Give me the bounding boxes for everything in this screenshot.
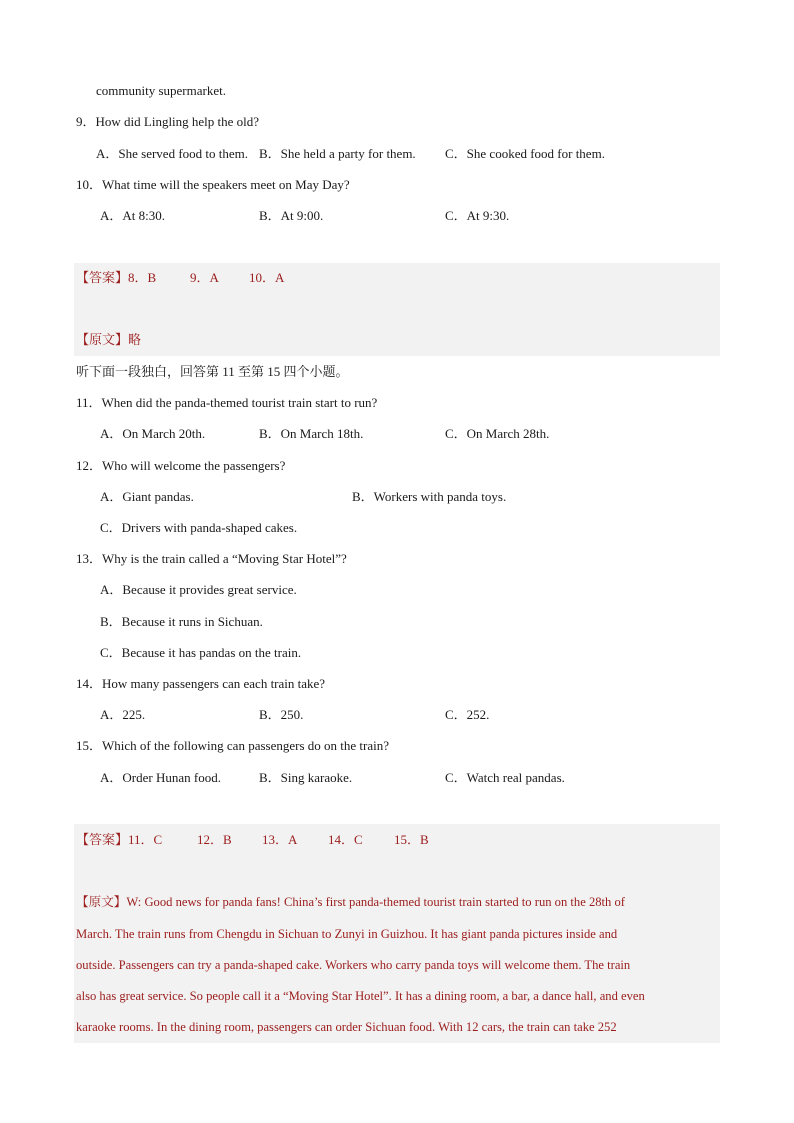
q12-option-a: A．Giant pandas. [100, 489, 194, 504]
q14-option-a: A．225. [100, 707, 146, 722]
original-text: 略 [128, 332, 142, 347]
answer-label: 【答案】 [76, 270, 129, 285]
q9-option-b: B．She held a party for them. [259, 146, 416, 161]
original-label: 【原文】 [76, 332, 129, 347]
q9-option-a: A．She served food to them. [96, 146, 249, 161]
answer-line-1 [76, 269, 156, 287]
answer-value: 12．B [197, 832, 232, 847]
answer-label: 【答案】 [76, 832, 129, 847]
q10-option-c: C．At 9:30. [445, 208, 510, 223]
question-11: 11．When did the panda-themed tourist train start to run? [76, 395, 378, 410]
question-10: 10．What time will the speakers meet on May Day? [76, 177, 350, 192]
answer-band-1 [74, 263, 720, 356]
q10-option-a: A．At 8:30. [100, 208, 166, 223]
answer-value: 14．C [328, 832, 363, 847]
answer-value: 10．A [249, 270, 285, 285]
prev-line: community supermarket. [96, 83, 226, 98]
section-instruction: 听下面一段独白，回答第 11 至第 15 四个小题。 [76, 364, 349, 379]
q11-option-b: B．On March 18th. [259, 426, 364, 441]
answer-value: 13．A [262, 832, 298, 847]
answer-value: 8．B [128, 270, 157, 285]
q11-option-a: A．On March 20th. [100, 426, 206, 441]
q13-option-a: A．Because it provides great service. [100, 582, 297, 597]
original-line-1 [76, 331, 141, 349]
q12-option-c: C．Drivers with panda-shaped cakes. [100, 520, 298, 535]
transcript-line [76, 893, 625, 911]
q15-option-c: C．Watch real pandas. [445, 770, 565, 785]
question-15: 15．Which of the following can passengers do on the train? [76, 738, 389, 753]
q11-option-c: C．On March 28th. [445, 426, 550, 441]
q15-option-b: B．Sing karaoke. [259, 770, 353, 785]
q14-option-b: B．250. [259, 707, 304, 722]
transcript-line: karaoke rooms. In the dining room, passengers can order Sichuan food. With 12 cars, the train can take 252 [76, 1020, 617, 1034]
q15-option-a: A．Order Hunan food. [100, 770, 221, 785]
transcript-line: outside. Passengers can try a panda-shaped cake. Workers who carry panda toys will welcome them. The train [76, 958, 631, 972]
question-13: 13．Why is the train called a “Moving Star Hotel”? [76, 551, 347, 566]
q10-option-b: B．At 9:00. [259, 208, 324, 223]
question-14: 14．How many passengers can each train take? [76, 676, 326, 691]
q12-option-b: B．Workers with panda toys. [352, 489, 507, 504]
original-label: 【原文】 [76, 895, 127, 909]
answer-line-2 [76, 831, 162, 849]
transcript-text: W: Good news for panda fans! China’s first panda-themed tourist train started to run on the 28th of [126, 895, 625, 909]
q9-option-c: C．She cooked food for them. [445, 146, 605, 161]
q14-option-c: C．252. [445, 707, 490, 722]
answer-value: 9．A [190, 270, 219, 285]
question-12: 12．Who will welcome the passengers? [76, 458, 286, 473]
q13-option-c: C．Because it has pandas on the train. [100, 645, 302, 660]
answer-value: 15．B [394, 832, 429, 847]
answer-value: 11．C [128, 832, 163, 847]
q13-option-b: B．Because it runs in Sichuan. [100, 614, 263, 629]
transcript-line: March. The train runs from Chengdu in Sichuan to Zunyi in Guizhou. It has giant panda pictures inside and [76, 927, 618, 941]
transcript-line: also has great service. So people call it a “Moving Star Hotel”. It has a dining room, a bar, a dance hall, and even [76, 989, 645, 1003]
question-9: 9．How did Lingling help the old? [76, 114, 260, 129]
